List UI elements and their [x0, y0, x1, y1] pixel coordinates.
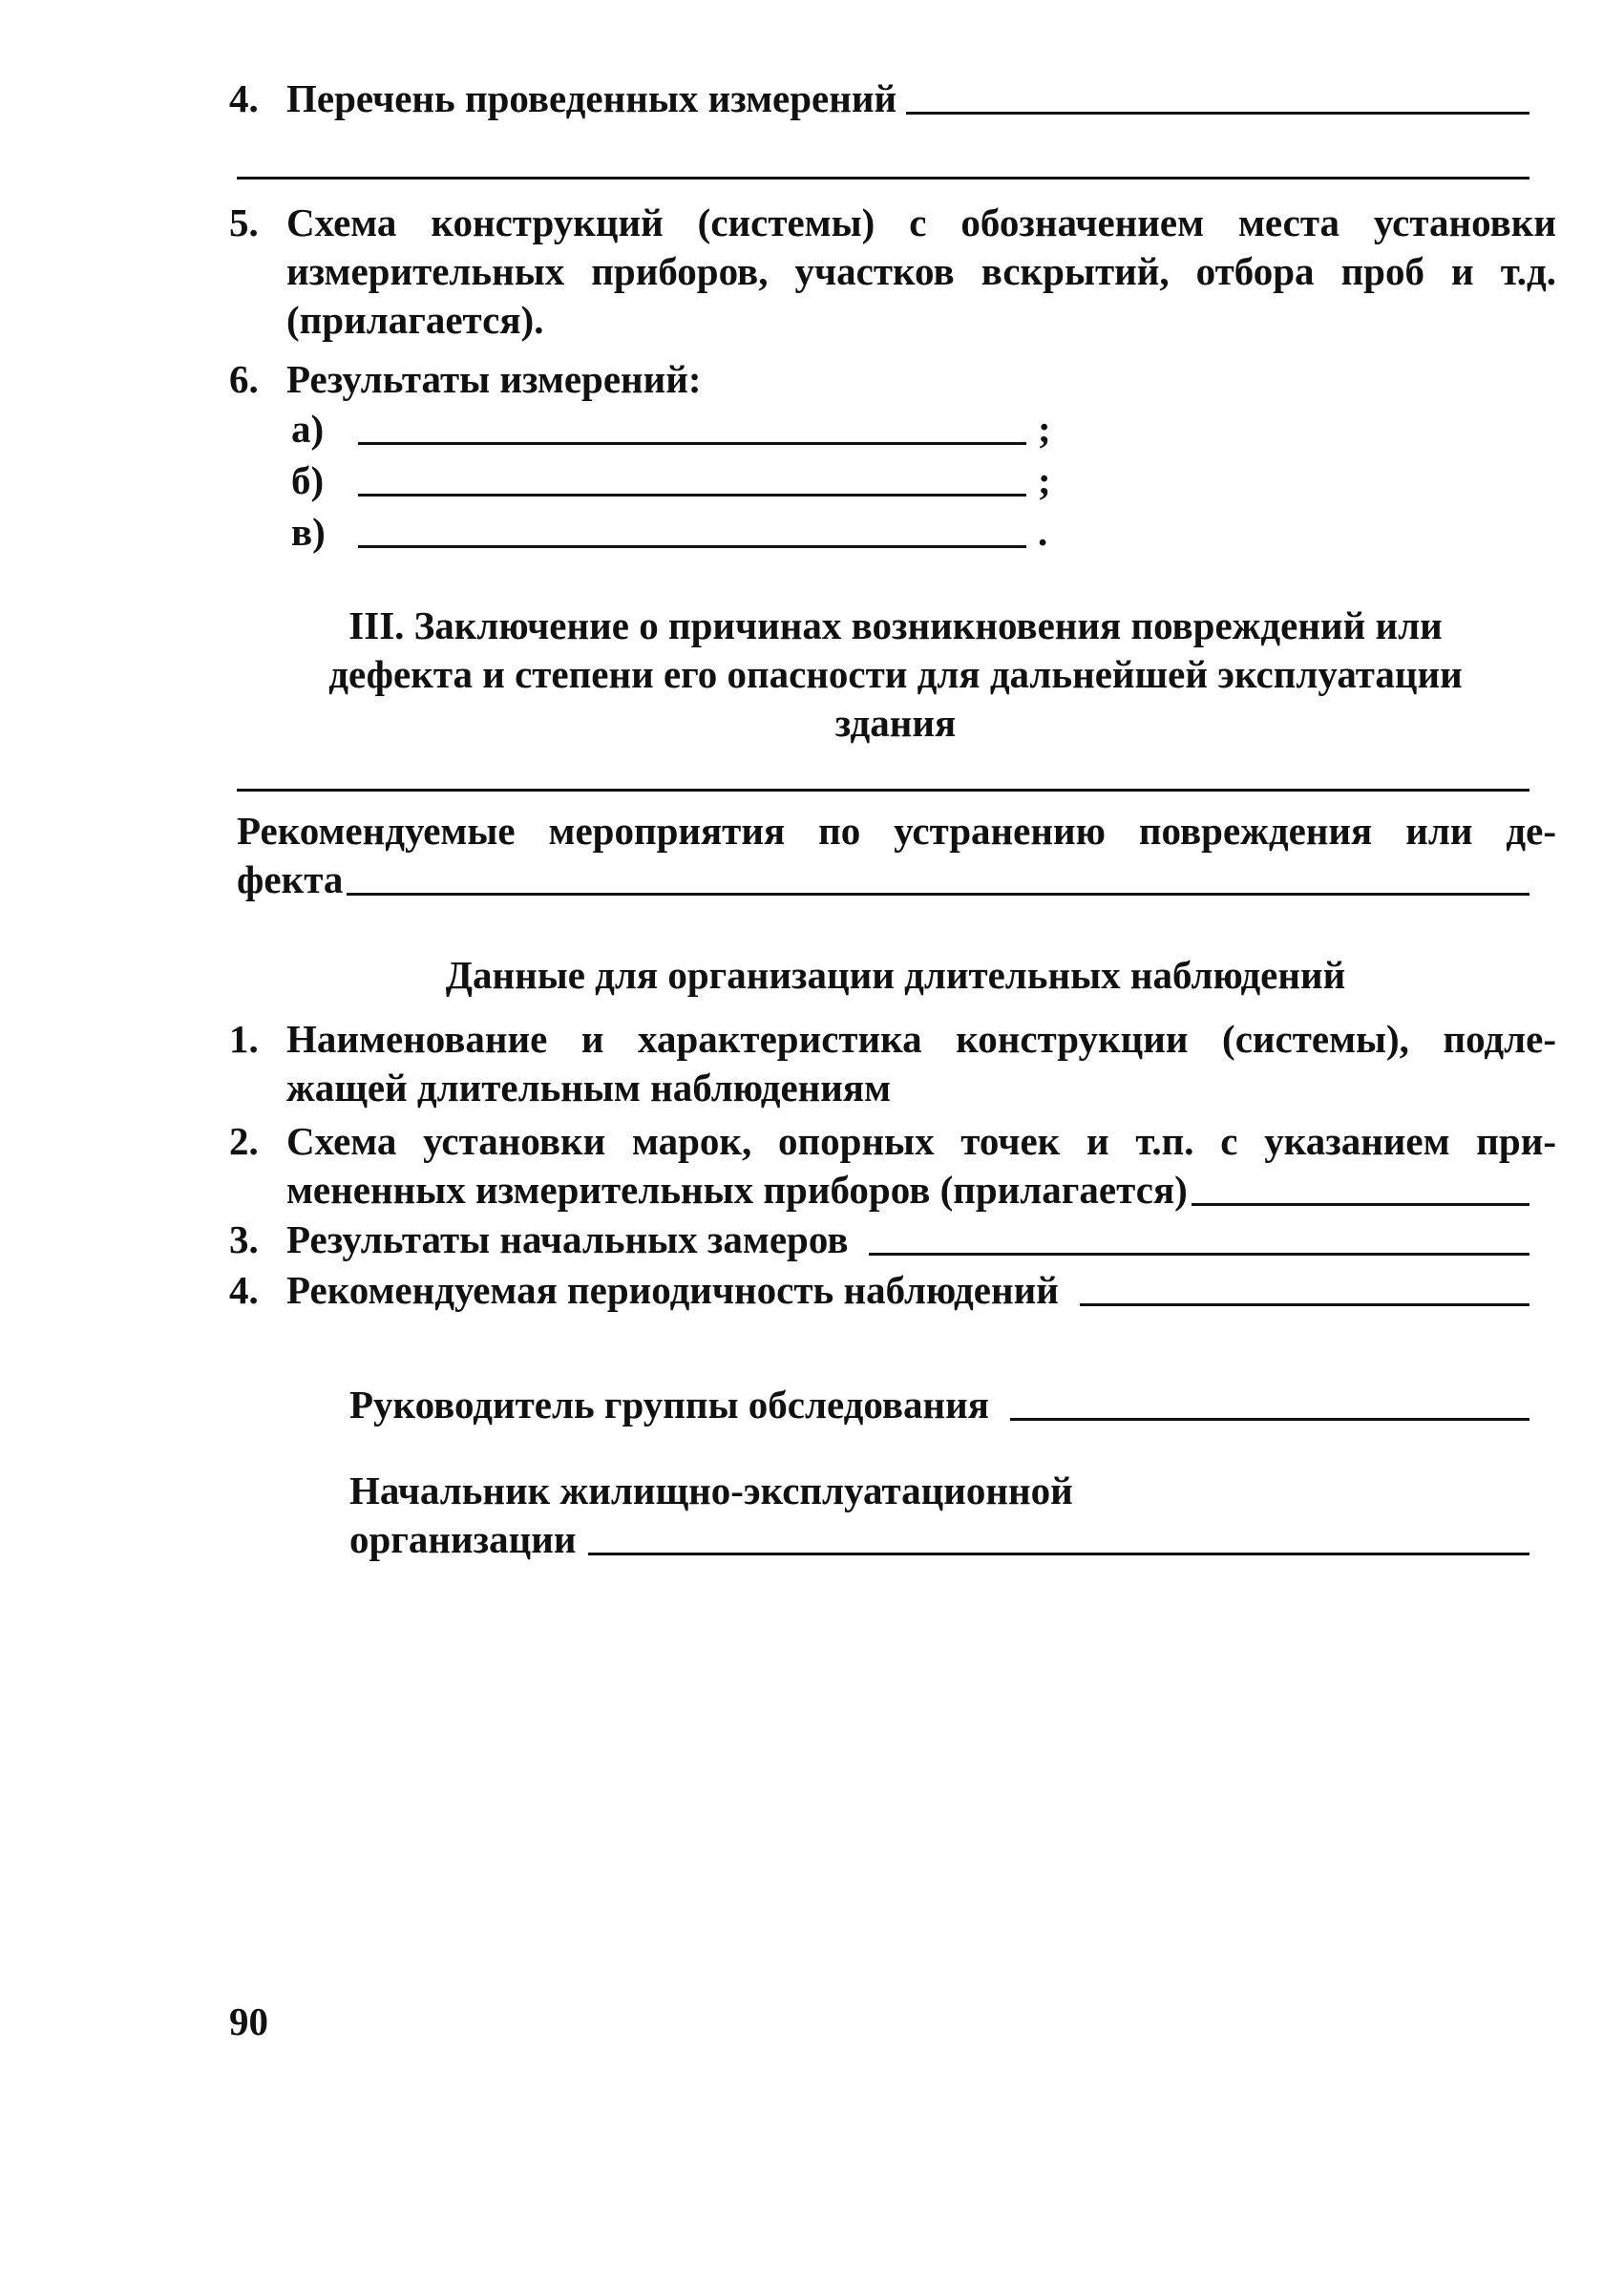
result-subitem-b — [291, 456, 1051, 505]
section-heading — [237, 602, 1554, 748]
blank-line — [347, 893, 1529, 896]
text-line: фекта — [237, 857, 344, 901]
item-text-line: мененных измерительных приборов (прилагается) — [286, 1168, 1188, 1212]
item-text-line: (прилагается). — [286, 298, 544, 342]
blank-line — [1080, 1303, 1529, 1306]
blank-line — [358, 494, 1026, 497]
blank-line — [906, 112, 1529, 115]
item-scheme — [229, 199, 1556, 345]
signature-line — [1010, 1418, 1529, 1421]
result-subitem-c — [291, 508, 1047, 557]
blank-line — [358, 545, 1026, 548]
subitem-punct: ; — [1038, 407, 1051, 451]
signature-chief — [349, 1467, 1529, 1564]
text-line: Рекомендуемые мероприятия по устранению повреждения или де- — [237, 809, 1556, 853]
item-text-line: измерительных приборов, участков вскрытий, отбора проб и т.д. — [286, 249, 1556, 293]
item-number: 1. — [229, 1017, 259, 1061]
item-results — [229, 355, 702, 404]
item-text: Перечень проведенных измерений — [286, 76, 897, 120]
observation-item — [229, 1215, 1529, 1264]
heading-line: III. Заключение о причинах возникновения повреждений или — [348, 603, 1443, 647]
blank-line — [1192, 1203, 1529, 1206]
item-number: 5. — [229, 201, 259, 244]
blank-line — [237, 177, 1529, 180]
signature-line — [588, 1553, 1529, 1555]
observation-item — [229, 1015, 1556, 1112]
observation-item — [229, 1266, 1529, 1315]
subitem-label: а) — [291, 407, 325, 451]
subitem-label: б) — [291, 458, 325, 502]
recommended-measures — [237, 807, 1556, 904]
signature-label: Начальник жилищно-эксплуатационной — [349, 1469, 1073, 1512]
blank-line — [869, 1253, 1529, 1256]
item-text: Рекомендуемая периодичность наблюдений — [286, 1268, 1059, 1312]
item-text-line: Наименование и характеристика конструкции (системы), подле- — [286, 1017, 1556, 1061]
signature-label: организации — [349, 1517, 577, 1561]
item-number: 4. — [229, 1268, 259, 1312]
item-measurements-list — [229, 74, 1529, 123]
item-text-line: Схема конструкций (системы) с обозначением места установки — [286, 201, 1556, 244]
subitem-punct: ; — [1038, 458, 1051, 502]
item-text: Результаты измерений: — [286, 357, 702, 401]
item-number: 6. — [229, 357, 259, 401]
blank-line — [237, 789, 1529, 792]
signature-group-leader — [349, 1381, 1529, 1429]
observation-item — [229, 1117, 1556, 1215]
signature-label: Руководитель группы обследования — [349, 1383, 989, 1427]
item-text-line: Схема установки марок, опорных точек и т.п. с указанием при- — [286, 1119, 1556, 1163]
result-subitem-a — [291, 405, 1051, 454]
item-text: Результаты начальных замеров — [286, 1217, 849, 1261]
item-number: 2. — [229, 1119, 259, 1163]
heading-line: здания — [834, 701, 957, 745]
item-text-line: жащей длительным наблюдениям — [286, 1066, 891, 1110]
page-number: 90 — [229, 1999, 268, 2043]
heading-line: дефекта и степени его опасности для дальнейшей эксплуатации — [328, 652, 1463, 696]
subitem-punct: . — [1038, 510, 1048, 554]
item-number: 4. — [229, 76, 259, 120]
blank-line — [358, 442, 1026, 445]
subitem-label: в) — [291, 510, 326, 554]
subsection-heading: Данные для организации длительных наблюдений — [445, 953, 1346, 997]
item-number: 3. — [229, 1217, 259, 1261]
